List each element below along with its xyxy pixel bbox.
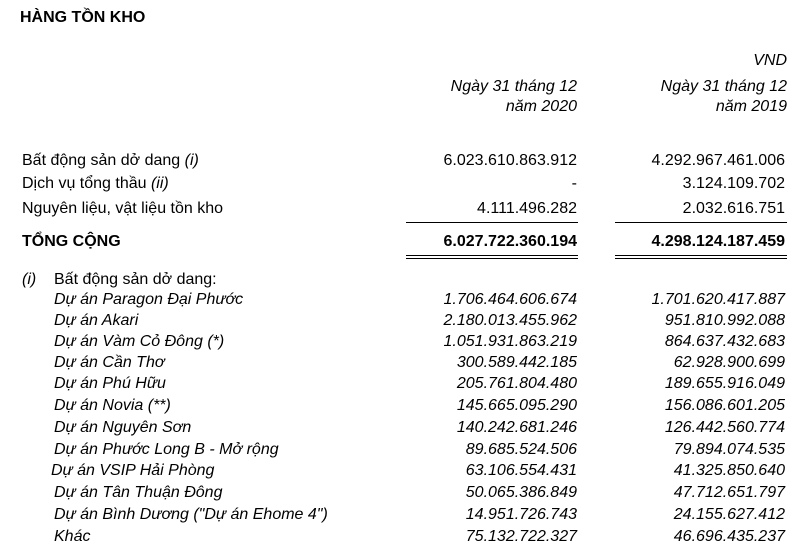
value-2020: 4.111.496.282 [477, 200, 577, 217]
list-item [0, 374, 797, 394]
item-label: Dự án Bình Dương ("Dự án Ehome 4") [54, 506, 328, 523]
detail-heading: Bất động sản dở dang: [54, 271, 217, 288]
item-label: Dự án Phước Long B - Mở rộng [54, 441, 279, 458]
item-label: Khác [54, 528, 91, 545]
item-label: Dự án Paragon Đại Phước [54, 291, 244, 308]
list-item [0, 311, 797, 331]
row-label [22, 174, 169, 194]
row-note: (ii) [150, 175, 169, 192]
total-rule-2019-b [615, 258, 787, 259]
item-label: Dự án Novia (**) [54, 397, 171, 414]
column-header-2020 [451, 77, 577, 117]
list-item [0, 461, 797, 481]
item-value-2020: 89.685.524.506 [465, 441, 577, 458]
table-row [0, 174, 797, 194]
subtotal-rule-2020 [406, 222, 578, 223]
column-header-2019-line1: Ngày 31 tháng 12 [660, 78, 787, 95]
item-value-2020: 1.051.931.863.219 [443, 333, 577, 350]
item-value-2020: 50.065.386.849 [465, 484, 577, 501]
item-value-2019: 24.155.627.412 [673, 506, 785, 523]
item-label: Dự án VSIP Hải Phòng [51, 462, 215, 479]
item-value-2019: 189.655.916.049 [664, 375, 785, 392]
item-value-2019: 79.894.074.535 [673, 441, 785, 458]
item-value-2020: 14.951.726.743 [465, 506, 577, 523]
column-header-2019-line2: năm 2019 [715, 98, 787, 115]
item-value-2019: 41.325.850.640 [673, 462, 785, 479]
subtotal-rule-2019 [615, 222, 787, 223]
item-value-2020: 75.132.722.327 [465, 528, 577, 545]
table-row [0, 151, 797, 171]
item-value-2020: 300.589.442.185 [456, 354, 577, 371]
total-2019: 4.298.124.187.459 [651, 233, 785, 250]
value-2020: - [571, 175, 577, 192]
row-label [22, 151, 199, 171]
item-value-2020: 205.761.804.480 [456, 375, 577, 392]
list-item [0, 396, 797, 416]
item-label: Dự án Nguyên Sơn [54, 419, 192, 436]
item-label: Dự án Tân Thuận Đông [54, 484, 223, 501]
value-2019: 2.032.616.751 [682, 200, 785, 217]
item-value-2020: 63.106.554.431 [465, 462, 577, 479]
column-header-2020-line1: Ngày 31 tháng 12 [450, 78, 577, 95]
total-rule-2020-b [406, 258, 578, 259]
item-label: Dự án Cần Thơ [54, 354, 165, 371]
value-2019: 4.292.967.461.006 [651, 152, 785, 169]
row-label-text: Dịch vụ tổng thầu [22, 175, 151, 192]
list-item [0, 483, 797, 503]
list-item [0, 527, 797, 547]
list-item [0, 353, 797, 373]
row-label-text: Nguyên liệu, vật liệu tồn kho [22, 200, 224, 217]
row-label [22, 199, 223, 219]
item-value-2020: 1.706.464.606.674 [443, 291, 577, 308]
item-label: Dự án Vàm Cỏ Đông (*) [54, 333, 225, 350]
column-header-2020-line2: năm 2020 [505, 98, 577, 115]
total-rule-2019-a [615, 255, 787, 256]
currency-label: VND [753, 52, 787, 69]
total-rule-2020-a [406, 255, 578, 256]
value-2020: 6.023.610.863.912 [443, 152, 577, 169]
list-item [0, 418, 797, 438]
total-label: TỔNG CỘNG [22, 233, 121, 250]
row-label-text: Bất động sản dở dang [22, 152, 185, 169]
total-2020: 6.027.722.360.194 [443, 233, 577, 250]
item-label: Dự án Akari [54, 312, 139, 329]
item-value-2020: 140.242.681.246 [456, 419, 577, 436]
row-note: (i) [184, 152, 199, 169]
list-item [0, 332, 797, 352]
list-item [0, 440, 797, 460]
total-row [0, 232, 797, 252]
table-row [0, 199, 797, 219]
page-title: HÀNG TỒN KHO [20, 9, 146, 26]
list-item [0, 290, 797, 310]
item-value-2019: 46.696.435.237 [673, 528, 785, 545]
item-value-2019: 47.712.651.797 [673, 484, 785, 501]
item-value-2019: 1.701.620.417.887 [651, 291, 785, 308]
item-value-2019: 864.637.432.683 [664, 333, 785, 350]
item-value-2019: 951.810.992.088 [664, 312, 785, 329]
list-item [0, 505, 797, 525]
detail-marker: (i) [22, 271, 37, 288]
item-value-2019: 126.442.560.774 [664, 419, 785, 436]
item-label: Dự án Phú Hữu [54, 375, 166, 392]
item-value-2020: 145.665.095.290 [456, 397, 577, 414]
column-header-2019 [661, 77, 787, 117]
item-value-2019: 62.928.900.699 [673, 354, 785, 371]
value-2019: 3.124.109.702 [682, 175, 785, 192]
item-value-2019: 156.086.601.205 [664, 397, 785, 414]
detail-heading-row [0, 270, 797, 290]
item-value-2020: 2.180.013.455.962 [443, 312, 577, 329]
